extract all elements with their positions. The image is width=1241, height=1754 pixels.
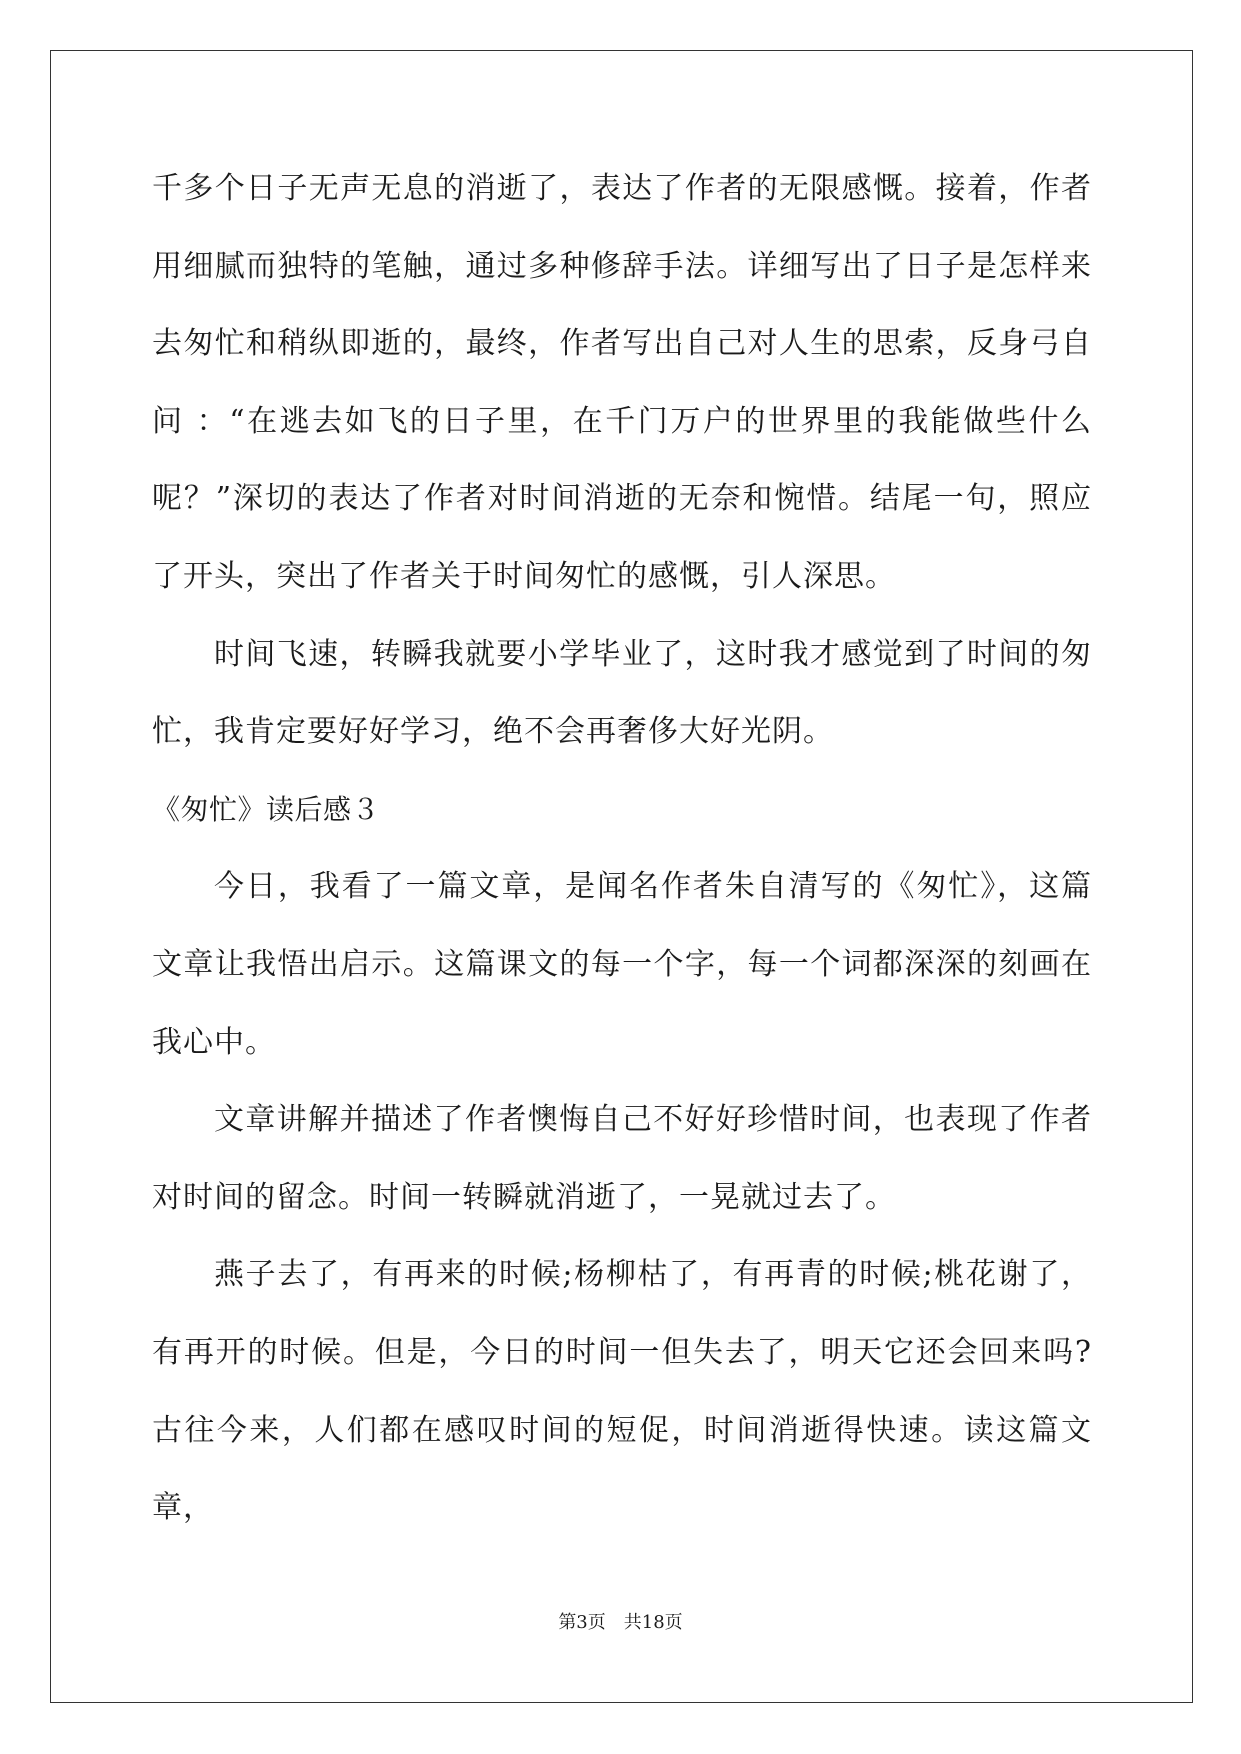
document-body (152, 150, 1092, 1547)
paragraph-2: 时间飞速，转瞬我就要小学毕业了，这时我才感觉到了时间的匆忙，我肯定要好好学习，绝不会再奢侈大好光阴。 (152, 636, 1092, 750)
paragraph-5: 燕子去了，有再来的时候;杨柳枯了，有再青的时候;桃花谢了，有再开的时候。但是，今日的时间一但失去了，明天它还会回来吗?古往今来，人们都在感叹时间的短促，时间消逝得快速。读这篇文章， (152, 1257, 1092, 1526)
section-heading: 《匆忙》读后感３ (152, 792, 381, 826)
page-number-footer: 第3页 共18页 (558, 1612, 683, 1633)
paragraph-1: 千多个日子无声无息的消逝了，表达了作者的无限感慨。接着，作者用细腻而独特的笔触，通过多种修辞手法。详细写出了日子是怎样来去匆忙和稍纵即逝的，最终，作者写出自己对人生的思索，反身弓自问 ：“在逃去如飞的日子里，在千门万户的世界里的我能做些什么呢？”深切的表达了作者对时间消逝的无奈和惋惜。结尾一句，照应了开头，突出了作者关于时间匆忙的感慨，引人深思。 (152, 171, 1092, 594)
paragraph-3: 今日，我看了一篇文章，是闻名作者朱自清写的《匆忙》，这篇文章让我悟出启示。这篇课文的每一个字，每一个词都深深的刻画在我心中。 (152, 869, 1092, 1060)
paragraph-4: 文章讲解并描述了作者懊悔自己不好好珍惜时间，也表现了作者对时间的留念。时间一转瞬就消逝了，一晃就过去了。 (152, 1102, 1092, 1215)
